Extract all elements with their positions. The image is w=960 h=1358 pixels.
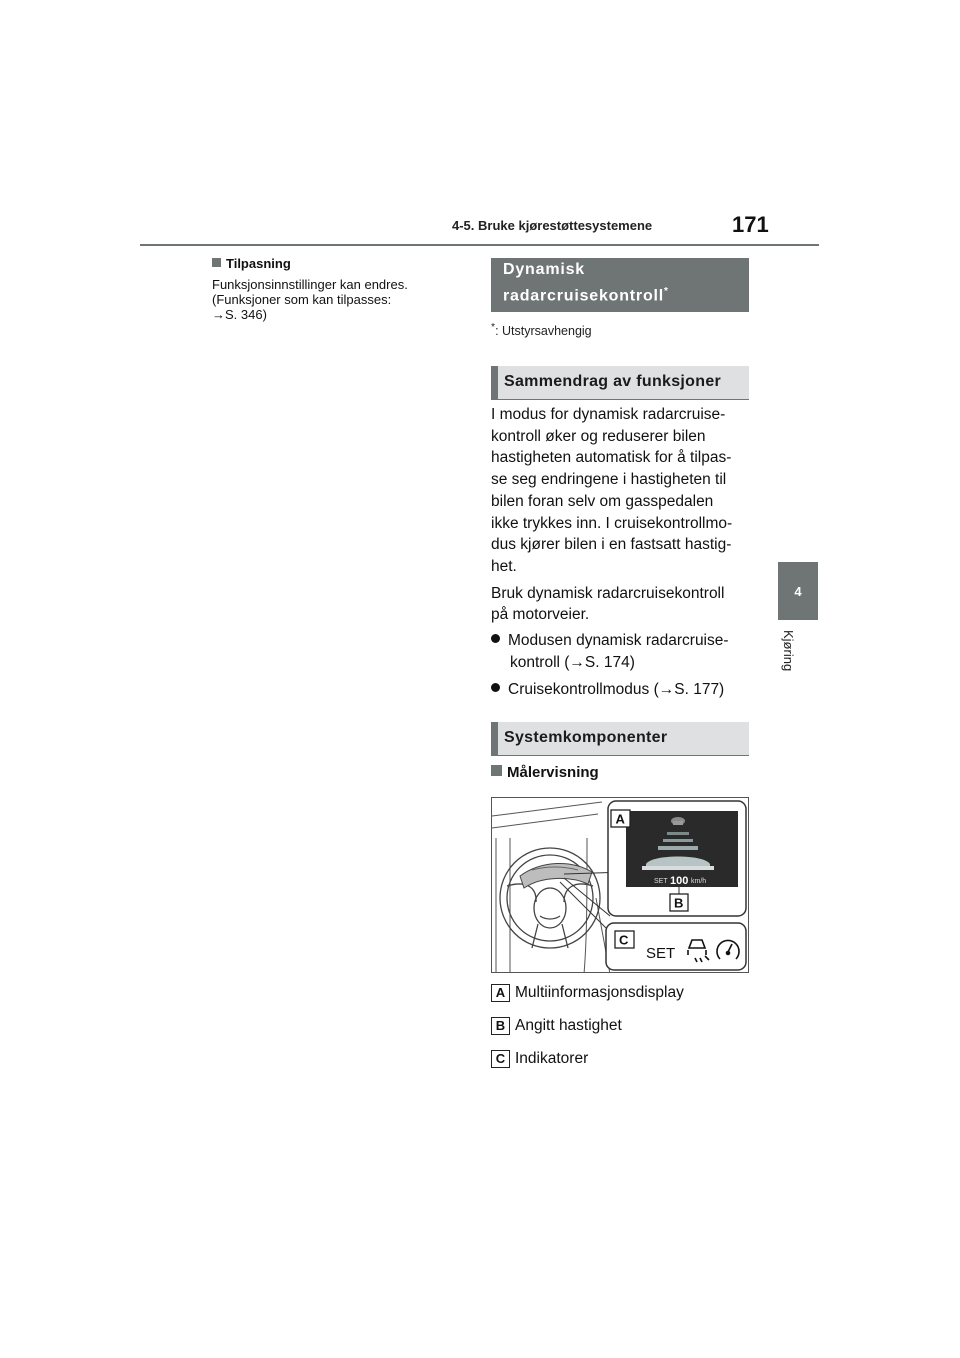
bullet-dot-icon [491, 634, 500, 643]
speed-value: 100 [670, 875, 689, 887]
legend-key: A [491, 984, 510, 1002]
legend-item [491, 1049, 588, 1069]
text-line: kontroll øker og reduserer bilen [491, 427, 706, 445]
text-line: I modus for dynamisk radarcruise- [491, 406, 726, 423]
bullet-text: Modusen dynamisk radarcruise- [508, 632, 729, 649]
bullet-item [491, 679, 724, 701]
square-bullet-icon [491, 765, 502, 776]
customization-heading [212, 256, 291, 271]
meter-display-heading-text: Målervisning [507, 764, 599, 781]
legend-item [491, 983, 684, 1003]
bullet-item [491, 630, 729, 673]
footnote-star: * [664, 286, 669, 297]
chapter-label: Kjøring [781, 630, 796, 672]
speed-unit: km/h [691, 878, 707, 885]
summary-heading: Sammendrag av funksjoner [491, 366, 749, 400]
chapter-number: 4 [794, 583, 802, 599]
body-line: Funksjonsinnstillinger kan endres. [212, 277, 408, 292]
bullet-dot-icon [491, 683, 500, 692]
footnote-star: * [491, 322, 496, 333]
summary-body [491, 404, 753, 631]
text-line: dus kjører bilen i en fastsatt hastig- [491, 536, 732, 554]
meter-display-heading [491, 764, 599, 781]
meter-illustration [491, 797, 749, 973]
bullet-text: kontroll (→S. 174) [510, 653, 635, 671]
legend-text: Multiinformasjonsdisplay [515, 984, 684, 1001]
section-heading-line1: Dynamisk [503, 261, 585, 278]
set-small-label: SET [654, 878, 668, 885]
body-line: →S. 346) [212, 307, 267, 322]
callout-a: A [615, 811, 625, 827]
footnote [491, 322, 592, 338]
bullet-text: Cruisekontrollmodus (→S. 177) [508, 681, 725, 698]
text-line: hastigheten automatisk for å tilpas- [491, 449, 732, 467]
dashboard-drawing [492, 798, 749, 973]
legend-key: C [491, 1050, 510, 1068]
text-line: se seg endringene i hastigheten til [491, 471, 727, 489]
section-title: 4-5. Bruke kjørestøttesystemene [452, 218, 653, 233]
callout-c: C [619, 932, 629, 948]
customization-heading-text: Tilpasning [226, 256, 291, 271]
body-line: (Funksjoner som kan tilpasses: [212, 292, 392, 307]
components-heading: Systemkomponenter [491, 722, 749, 756]
header-rule [140, 244, 819, 246]
text-line: Bruk dynamisk radarcruisekontroll [491, 584, 725, 602]
section-heading-box [491, 258, 749, 312]
page-number: 171 [732, 212, 769, 237]
square-bullet-icon [212, 258, 221, 267]
steering-wheel-icon [500, 848, 600, 948]
legend-text: Angitt hastighet [515, 1017, 622, 1034]
text-line: ikke trykkes inn. I cruisekontrollmo- [491, 514, 733, 532]
chapter-tab [778, 562, 818, 620]
customization-body [212, 277, 442, 322]
footnote-text: : Utstyrsavhengig [495, 324, 592, 339]
legend-text: Indikatorer [515, 1050, 589, 1067]
callout-b: B [674, 895, 684, 911]
text-line: på motorveier. [491, 606, 590, 624]
section-heading-line2: radarcruisekontroll [503, 287, 665, 305]
legend-key: B [491, 1017, 510, 1035]
legend-item [491, 1016, 622, 1036]
text-line: het. [491, 557, 517, 575]
set-indicator-label: SET [646, 945, 676, 962]
text-line: bilen foran selv om gasspedalen [491, 492, 714, 510]
